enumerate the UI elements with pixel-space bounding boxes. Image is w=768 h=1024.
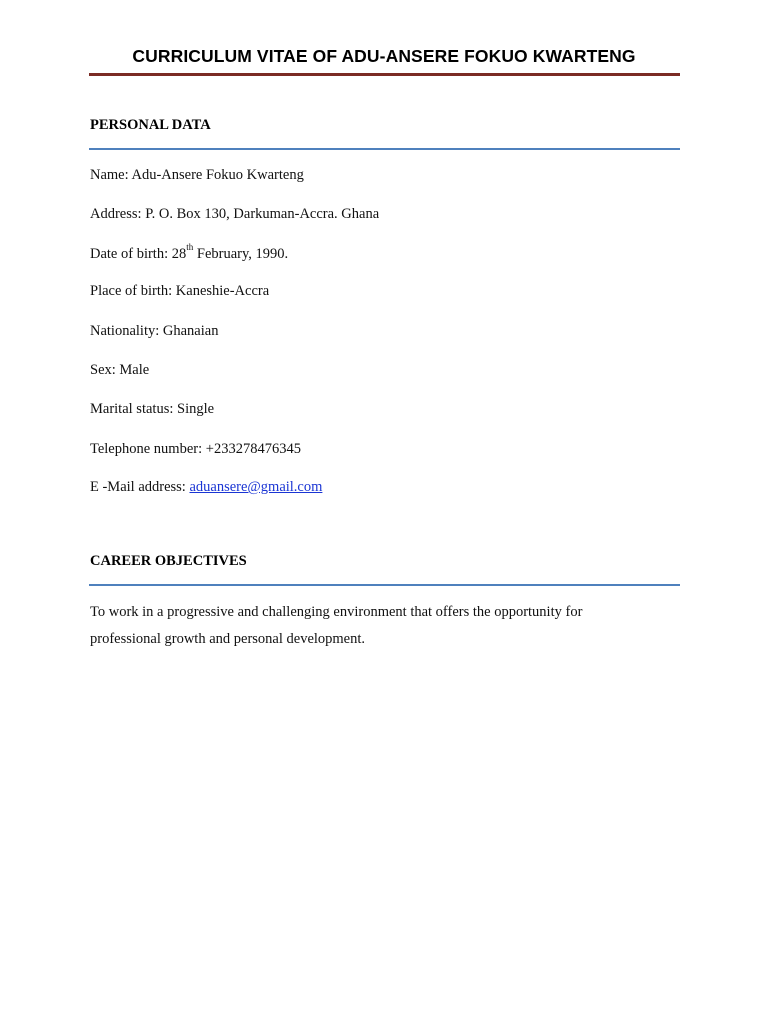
personal-data-divider <box>89 148 680 150</box>
email-link[interactable]: aduansere@gmail.com <box>189 479 323 495</box>
personal-data-heading: PERSONAL DATA <box>90 117 211 133</box>
date-of-birth-rest: February, 1990. <box>196 246 289 262</box>
address-value: P. O. Box 130, Darkuman-Accra. Ghana <box>145 206 380 222</box>
date-of-birth-suffix: th <box>186 242 194 252</box>
address-label: Address: <box>90 206 142 222</box>
marital-status-field <box>90 401 214 418</box>
career-objectives-line-1: To work in a progressive and challenging environment that offers the opportunity for <box>90 604 583 620</box>
telephone-value: +233278476345 <box>205 441 301 457</box>
date-of-birth-label: Date of birth: <box>90 246 169 262</box>
page-title: CURRICULUM VITAE OF ADU-ANSERE FOKUO KWARTENG <box>132 46 636 66</box>
date-of-birth-field <box>90 242 289 263</box>
name-value: Adu-Ansere Fokuo Kwarteng <box>131 167 304 183</box>
sex-value: Male <box>119 362 150 378</box>
telephone-field <box>90 441 301 458</box>
place-of-birth-value: Kaneshie-Accra <box>175 283 270 299</box>
nationality-label: Nationality: <box>90 323 160 339</box>
address-field <box>90 206 379 223</box>
career-objectives-divider <box>89 584 680 586</box>
marital-status-label: Marital status: <box>90 401 174 417</box>
sex-label: Sex: <box>90 362 116 378</box>
date-of-birth-day: 28 <box>171 246 187 262</box>
nationality-value: Ghanaian <box>162 323 219 339</box>
sex-field <box>90 362 149 379</box>
email-field <box>90 479 322 496</box>
nationality-field <box>90 323 218 340</box>
career-objectives-line-2: professional growth and personal development. <box>90 631 366 647</box>
career-objectives-heading: CAREER OBJECTIVES <box>90 553 247 569</box>
telephone-label: Telephone number: <box>90 441 203 457</box>
career-objectives-paragraph <box>90 599 680 653</box>
email-label: E -Mail address: <box>90 479 186 495</box>
place-of-birth-label: Place of birth: <box>90 283 173 299</box>
name-field <box>90 167 304 184</box>
marital-status-value: Single <box>177 401 215 417</box>
place-of-birth-field <box>90 283 269 300</box>
title-divider <box>89 73 680 76</box>
name-label: Name: <box>90 167 129 183</box>
